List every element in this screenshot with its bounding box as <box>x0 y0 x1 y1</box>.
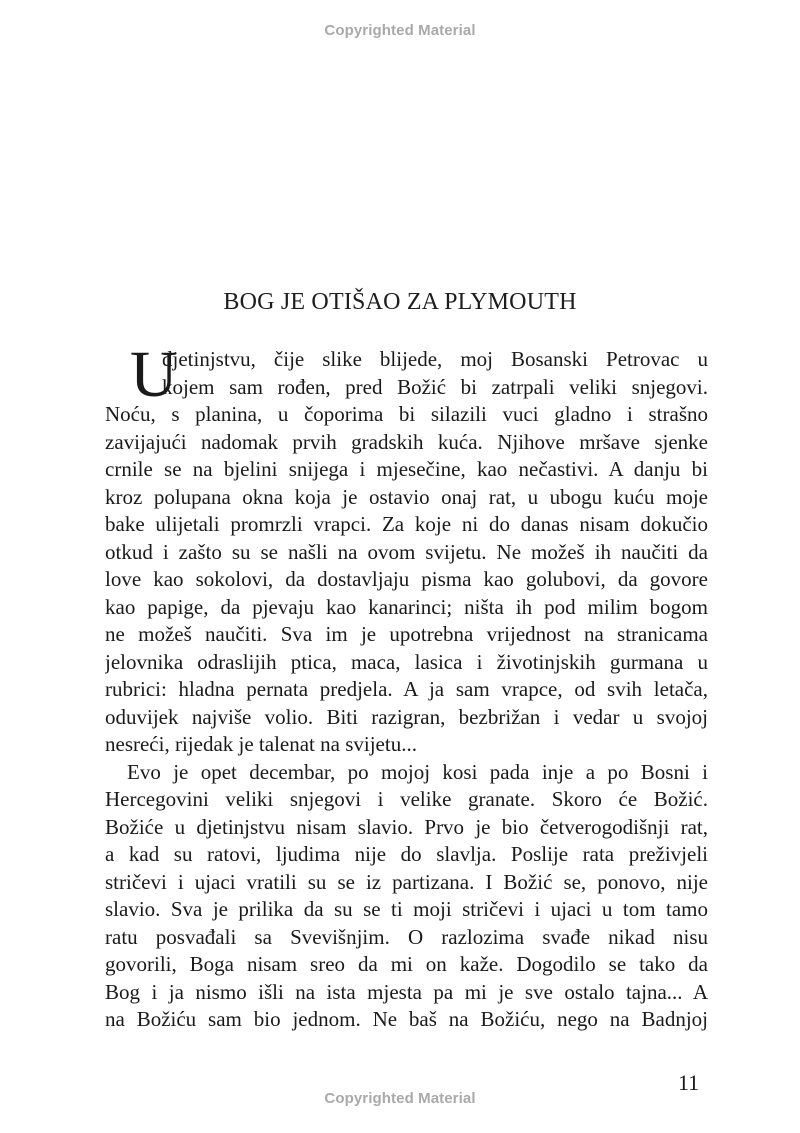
text-line: crnile se na bjelini snijega i mjesečine, kao nečastivi. A danju bi <box>105 457 708 481</box>
chapter-title: BOG JE OTIŠAO ZA PLYMOUTH <box>223 289 577 315</box>
text-line: kroz polupana okna koja je ostavio onaj rat, u ubogu kuću moje <box>105 484 708 509</box>
text-line: zavijajući nadomak prvih gradskih kuća. Njihove mršave sjenke <box>105 429 708 454</box>
text-line: a kad su ratovi, ljudima nije do slavlja. Poslije rata preživjeli <box>105 842 708 866</box>
text-line: slavio. Sva je prilika da su se ti moji stričevi i ujaci u tom tamo <box>105 897 708 921</box>
text-line: na Božiću sam bio jednom. Ne baš na Božiću, nego na Badnjoj <box>105 1007 708 1031</box>
text-line: Noću, s planina, u čoporima bi silazili vuci gladno i strašno <box>105 402 708 426</box>
text-line: ratu posvađali sa Svevišnjim. O razlozima svađe nikad nisu <box>105 924 708 949</box>
paragraph-2 <box>105 759 708 1034</box>
text-line: kao papige, da pjevaju kao kanarinci; ništa ih pod milim bogom <box>105 594 708 619</box>
copyright-watermark-top: Copyrighted Material <box>324 22 476 39</box>
text-line: jelovnika odraslijih ptica, maca, lasica i životinjskih gurmana u <box>105 649 708 674</box>
text-line: love kao sokolovi, da dostavljaju pisma kao golubovi, da govore <box>105 567 708 591</box>
copyright-watermark-bottom: Copyrighted Material <box>324 1090 476 1107</box>
text-line: Bog i ja nismo išli na ista mjesta pa mi je sve ostalo tajna... A <box>105 979 708 1004</box>
text-line: govorili, Boga nisam sreo da mi on kaže. Dogodilo se tako da <box>105 952 708 976</box>
text-line: bake ulijetali promrzli vrapci. Za koje ni do danas nisam dokučio <box>105 512 708 536</box>
body-text <box>105 338 708 1034</box>
text-line: Hercegovini veliki snjegovi i velike granate. Skoro će Božić. <box>105 787 708 811</box>
text-line: Božiće u djetinjstvu nisam slavio. Prvo je bio četverogodišnji rat, <box>105 814 708 839</box>
text-line: otkud i zašto su se našli na ovom svijetu. Ne možeš ih naučiti da <box>105 539 708 564</box>
text-line: Evo je opet decembar, po mojoj kosi pada inje a po Bosni i <box>127 759 708 784</box>
text-line: nesreći, rijedak je talenat na svijetu... <box>105 732 417 756</box>
text-line: oduvijek najviše volio. Biti razigran, bezbrižan i vedar u svojoj <box>105 704 708 729</box>
page-number: 11 <box>678 1070 700 1095</box>
text-line: stričevi i ujaci vratili su se iz partizana. I Božić se, ponovo, nije <box>105 869 708 894</box>
text-line: rubrici: hladna pernata predjela. A ja sam vrapce, od svih letača, <box>105 677 708 701</box>
paragraph-1 <box>105 338 708 759</box>
text-line: ne možeš naučiti. Sva im je upotrebna vrijednost na stranicama <box>105 622 708 646</box>
text-line: kojem sam rođen, pred Božić bi zatrpali veliki snjegovi. <box>162 374 708 399</box>
text-line: djetinjstvu, čije slike blijede, moj Bosanski Petrovac u <box>162 347 708 371</box>
drop-cap: U <box>130 338 178 411</box>
